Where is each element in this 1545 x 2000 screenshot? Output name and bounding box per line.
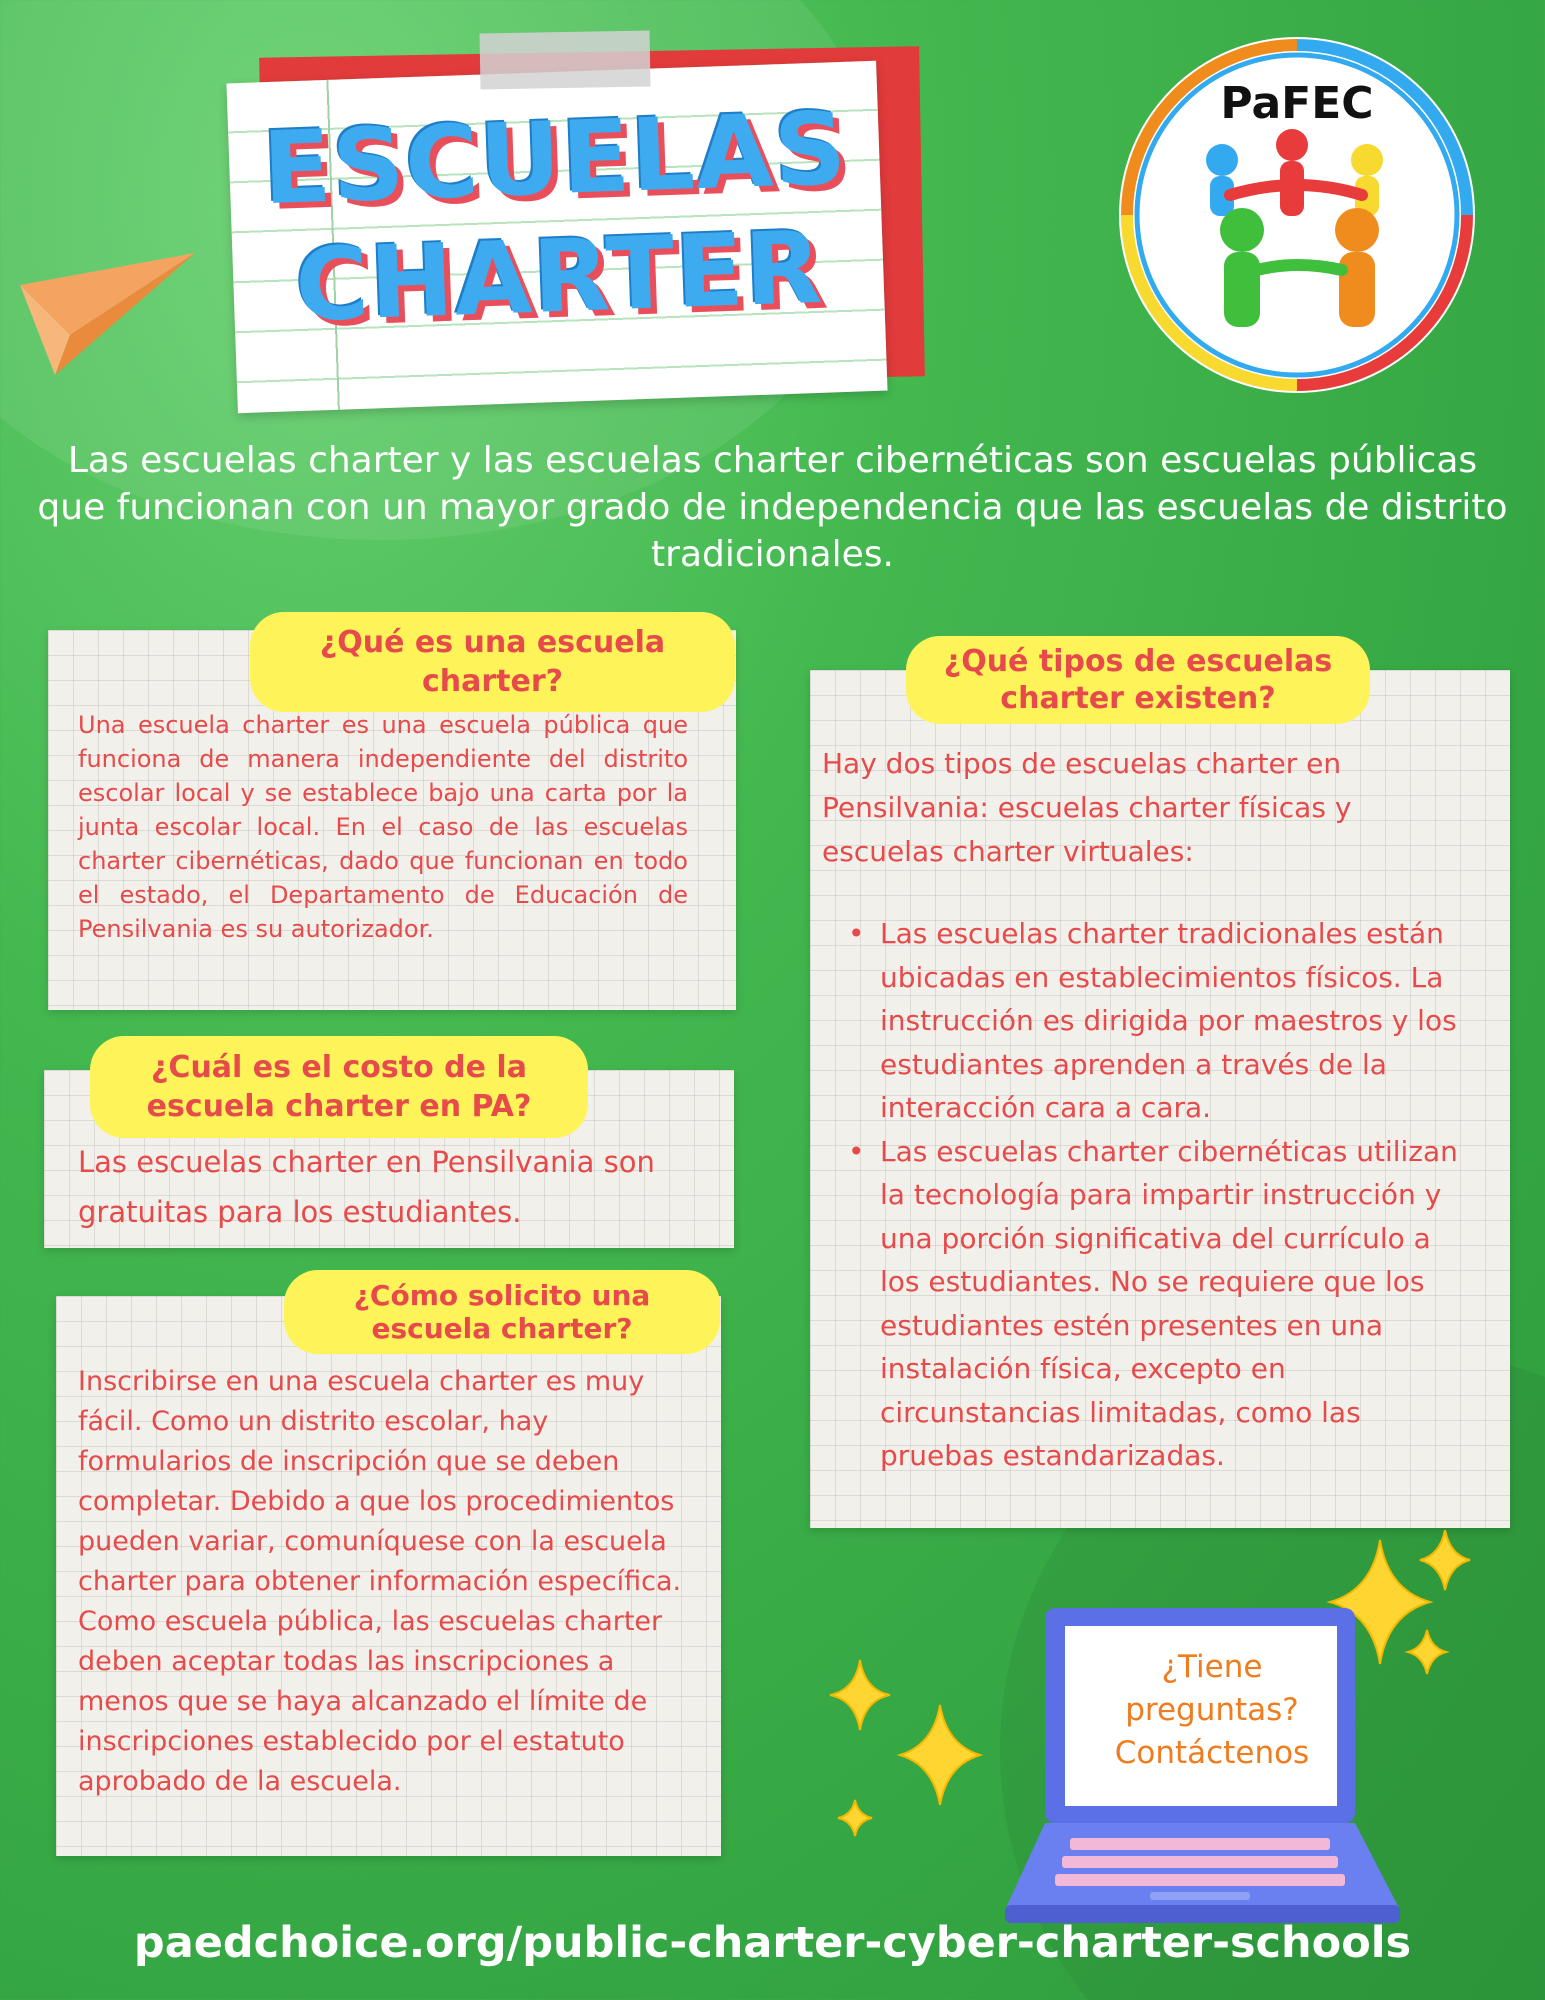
title-line-2: CHARTER <box>293 208 825 345</box>
heading-apply: ¿Cómo solicito una escuela charter? <box>284 1270 720 1354</box>
contact-line-2: preguntas? <box>1125 1692 1299 1728</box>
body-apply-paragraph-2: Como escuela pública, las escuelas charter deben aceptar todas las inscripciones a menos que se haya alcanzado el límite de inscripciones establecido por el estatuto aprobado de la escuela. <box>78 1606 663 1797</box>
heading-cost: ¿Cuál es el costo de la escuela charter en PA? <box>90 1036 588 1138</box>
body-apply-paragraph-1: Inscribirse en una escuela charter es muy fácil. Como un distrito escolar, hay formularios de inscripción que se deben completar. Debido a que los procedimientos pueden variar, comuníquese con la escuela charter para obtener información específica. <box>78 1366 682 1597</box>
footer-url[interactable]: paedchoice.org/public-charter-cyber-charter-schools <box>133 1918 1412 1968</box>
list-item-text: Las escuelas charter tradicionales están ubicadas en establecimientos físicos. La instrucción es dirigida por maestros y los estudiantes aprenden a través de la interacción cara a cara. <box>880 917 1457 1124</box>
bullet: • <box>848 917 865 950</box>
heading-what-is: ¿Qué es una escuela charter? <box>250 612 735 712</box>
body-types-intro: Hay dos tipos de escuelas charter en Pensilvania: escuelas charter físicas y escuelas charter virtuales: <box>822 747 1352 868</box>
tape <box>480 31 651 90</box>
logo-text: PaFEC <box>1220 78 1374 129</box>
body-apply <box>78 1362 688 1802</box>
intro-text: Las escuelas charter y las escuelas charter cibernéticas son escuelas públicas que funcionan con un mayor grado de independencia que las escuelas de distrito tradicionales. <box>37 440 1508 575</box>
title-line-1: ESCUELAS <box>260 89 849 228</box>
contact-line-1: ¿Tiene <box>1161 1649 1263 1685</box>
heading-types: ¿Qué tipos de escuelas charter existen? <box>906 636 1370 724</box>
body-cost: Las escuelas charter en Pensilvania son gratuitas para los estudiantes. <box>78 1145 655 1229</box>
contact-line-3: Contáctenos <box>1114 1735 1310 1771</box>
list-item-text: Las escuelas charter cibernéticas utilizan la tecnología para impartir instrucción y una porción significativa del currículo a los estudiantes. No se requiere que los estudiantes estén presentes en una instalación física, excepto en circunstancias limitadas, como las pruebas estandarizadas. <box>880 1134 1458 1472</box>
page-title <box>228 89 886 348</box>
paper-plane-icon <box>10 245 200 385</box>
contact-text[interactable] <box>1070 1646 1354 1775</box>
types-list <box>848 912 1478 1478</box>
list-item <box>848 1130 1478 1478</box>
list-item <box>848 912 1478 1130</box>
body-what-is: Una escuela charter es una escuela pública que funciona de manera independiente del distrito escolar local y se establece bajo una carta por la junta escolar local. En el caso de las escuelas charter cibernéticas, dado que funcionan en todo el estado, el Departamento de Educación de Pensilvania es su autorizador. <box>78 711 688 943</box>
bullet: • <box>848 1134 865 1168</box>
